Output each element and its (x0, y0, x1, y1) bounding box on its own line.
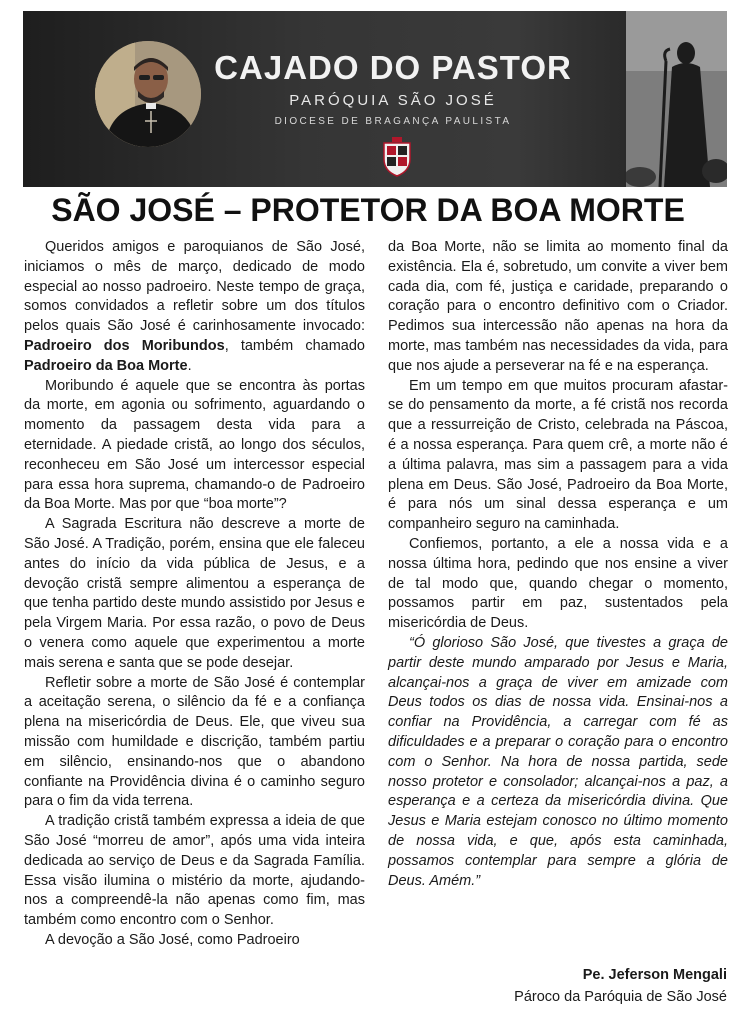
signature-name: Pe. Jeferson Mengali (582, 967, 727, 983)
paragraph-text: Queridos amigos e paroquianos de São José, iniciamos o mês de março, dedicado de modo especial ao nosso padroeiro. Neste tempo de graça, somos convidados a refletir sobre um dos títulos pelos quais São José é carinhosamente invocado: (24, 239, 365, 335)
article-left-column (24, 238, 365, 951)
article-headline: SÃO JOSÉ – PROTETOR DA BOA MORTE (51, 192, 685, 228)
parish-name: PARÓQUIA SÃO JOSÉ (289, 92, 497, 109)
paragraph: A Sagrada Escritura não descreve a morte de São José. A Tradição, porém, ensina que ele faleceu antes do início da vida pública de Jesus, e a devoção cristã sempre alimentou a esperança de que tenha partido deste mundo assistido por Jesus e pela Virgem Maria. Por essa razão, o povo de Deus o venera como aquele que experimentou a morte mais serena e santa que se pode desejar. (24, 516, 365, 671)
paragraph: Moribundo é aquele que se encontra às portas da morte, em agonia ou sofrimento, aguardando o momento da passagem desta vida para a eternidade. A piedade cristã, ao longo dos séculos, reconheceu em São José um intercessor especial para essa hora suprema, chamando-o de Padroeiro da Boa Morte. Mas por que “boa morte”? (24, 377, 365, 513)
bulletin-title: CAJADO DO PASTOR (214, 49, 572, 86)
emphasis-patron-dying: Padroeiro dos Moribundos (24, 337, 225, 354)
paragraph-text: , também chamado (224, 337, 365, 354)
diocese-name: DIOCESE DE BRAGANÇA PAULISTA (274, 116, 512, 127)
paragraph: A tradição cristã também expressa a ideia de que São José “morreu de amor”, após uma vida inteira dedicada ao serviço de Deus e da Sagrada Família. Essa visão ilumina o mistério da morte, ajudando-nos a compreendê-la não apenas como fim, mas também como encontro com o Senhor. (24, 813, 365, 929)
paragraph (24, 238, 365, 377)
emphasis-patron-good-death: Padroeiro da Boa Morte (24, 357, 188, 374)
paragraph: Confiemos, portanto, a ele a nossa vida e a nossa última hora, pedindo que nos ensine a viver de tal modo que, quando chegar o momento, possamos partir em paz, sustentados pela misericórdia de Deus. (388, 535, 728, 632)
paragraph: Em um tempo em que muitos procuram afastar-se do pensamento da morte, a fé cristã nos recorda que a ressurreição de Cristo, celebrada na Páscoa, é a nossa esperança. Para quem crê, a morte não é a última palavra, mas sim a passagem para a vida plena em Deus. São José, Padroeiro da Boa Morte, é para nós um sinal dessa esperança e um companheiro seguro na caminhada. (388, 377, 728, 533)
diocese-crest-icon (382, 137, 412, 177)
paragraph: Refletir sobre a morte de São José é contemplar a aceitação serena, o silêncio da fé e a confiança plena na misericórdia de Deus. Ele, que viveu sua missão com humildade e discrição, também partiu em silêncio, ensinando-nos que o abandono confiante na Providência divina é o caminho seguro para o fim da vida terrena. (24, 674, 365, 810)
shepherd-silhouette-image (626, 11, 727, 187)
prayer-quote: “Ó glorioso São José, que tivestes a graça de partir deste mundo amparado por Jesus e Maria, alcançai-nos a graça de viver em amizade com Deus todos os dias de nossa vida. Ensinai-nos a confiar na Providência, a carregar com fé as dificuldades e a preparar o coração para o encontro com o Senhor. Na hora de nossa partida, sede nosso protetor e consolador; alcançai-nos a paz, a esperança e a certeza da misericórdia divina. Que Jesus e Maria estejam conosco no último momento de nossa vida, e que, após esta caminhada, possamos contemplar para sempre a glória de Deus. Amém.” (388, 634, 728, 889)
shepherd-photo (626, 11, 727, 187)
signature-role: Pároco da Paróquia de São José (514, 989, 727, 1005)
article-right-column (388, 238, 728, 891)
signature-block (514, 964, 727, 1008)
paragraph: A devoção a São José, como Padroeiro (45, 931, 300, 948)
paragraph: da Boa Morte, não se limita ao momento final da existência. Ela é, sobretudo, um convite a viver bem cada dia, com fé, justiça e caridade, preparando o coração para o encontro definitivo com o Criador. Pedimos sua intercessão não apenas na hora da morte, mas também nas necessidades da vida, para que nos ajude a perseverar na fé e na esperança. (388, 239, 728, 374)
header-banner (23, 11, 727, 187)
paragraph-text: . (187, 357, 192, 374)
